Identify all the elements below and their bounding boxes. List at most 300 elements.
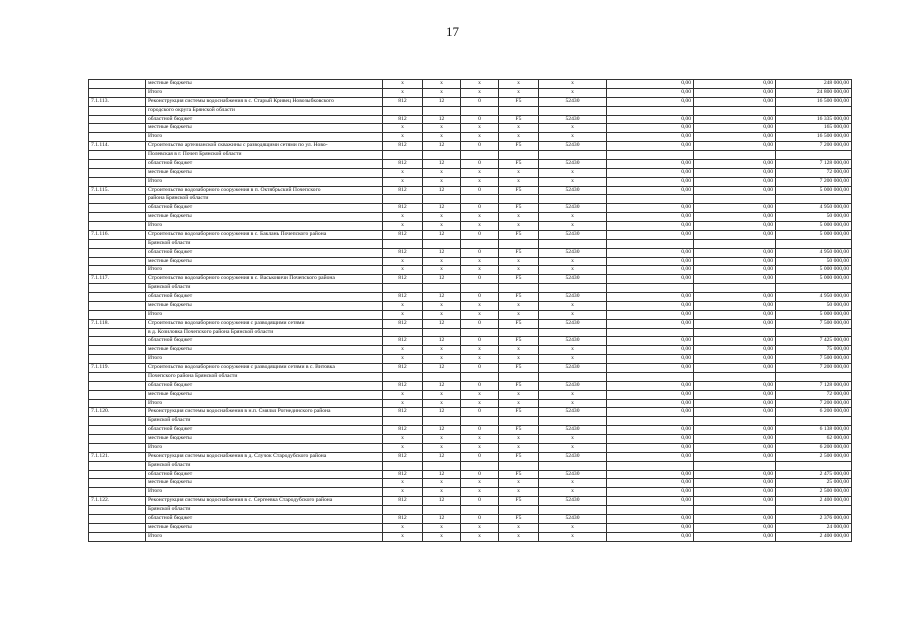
item-name-cell: Итого — [146, 133, 383, 142]
amount-year-1-cell — [607, 417, 694, 426]
amount-year-2-cell: 0,00 — [694, 408, 776, 417]
subsection-code-cell: x — [461, 310, 499, 319]
amount-year-3-cell: 72 000,00 — [776, 168, 852, 177]
amount-year-3-cell: 7 425 000,00 — [776, 337, 852, 346]
expense-type-cell: x — [539, 479, 607, 488]
expense-type-cell: x — [539, 443, 607, 452]
section-code-cell: x — [423, 435, 461, 444]
expense-type-cell: 52430 — [539, 275, 607, 284]
amount-year-1-cell — [607, 461, 694, 470]
table-row — [89, 133, 852, 142]
amount-year-2-cell: 0,00 — [694, 186, 776, 195]
amount-year-3-cell: 6 138 000,00 — [776, 426, 852, 435]
table-row — [89, 159, 852, 168]
section-code-cell: 12 — [423, 142, 461, 151]
amount-year-1-cell: 0,00 — [607, 523, 694, 532]
amount-year-2-cell: 0,00 — [694, 168, 776, 177]
amount-year-2-cell: 0,00 — [694, 266, 776, 275]
item-name-cell: областной бюджет — [146, 381, 383, 390]
amount-year-2-cell: 0,00 — [694, 88, 776, 97]
section-code-cell — [423, 461, 461, 470]
amount-year-1-cell: 0,00 — [607, 222, 694, 231]
subsection-code-cell: 0 — [461, 230, 499, 239]
amount-year-2-cell — [694, 239, 776, 248]
table-row — [89, 80, 852, 89]
grbs-code-cell: x — [383, 532, 423, 541]
item-name-cell: в д. Козиловка Почепского района Брянской области — [146, 328, 383, 337]
item-name-cell: Брянской области — [146, 284, 383, 293]
grbs-code-cell: 812 — [383, 319, 423, 328]
amount-year-3-cell: 7 128 000,00 — [776, 381, 852, 390]
amount-year-3-cell: 5 000 000,00 — [776, 310, 852, 319]
amount-year-1-cell: 0,00 — [607, 364, 694, 373]
amount-year-2-cell — [694, 372, 776, 381]
section-code-cell: 12 — [423, 204, 461, 213]
grbs-code-cell: x — [383, 488, 423, 497]
amount-year-2-cell: 0,00 — [694, 204, 776, 213]
item-name-cell: Строительство водозаборного сооружения с разводящими сетями в с. Витовка — [146, 364, 383, 373]
amount-year-3-cell: 50 000,00 — [776, 257, 852, 266]
subsection-code-cell: 0 — [461, 97, 499, 106]
amount-year-3-cell: 5 000 000,00 — [776, 186, 852, 195]
item-name-cell: Реконструкция системы водоснабжения в с. Сергеевка Стародубского района — [146, 497, 383, 506]
grbs-code-cell — [383, 195, 423, 204]
subsection-code-cell: x — [461, 346, 499, 355]
item-name-cell: местные бюджеты — [146, 168, 383, 177]
amount-year-2-cell: 0,00 — [694, 230, 776, 239]
amount-year-2-cell: 0,00 — [694, 319, 776, 328]
amount-year-1-cell: 0,00 — [607, 177, 694, 186]
grbs-code-cell: x — [383, 124, 423, 133]
amount-year-3-cell: 50 000,00 — [776, 213, 852, 222]
expense-type-cell: x — [539, 88, 607, 97]
amount-year-2-cell: 0,00 — [694, 293, 776, 302]
target-article-cell: F5 — [499, 319, 539, 328]
item-name-cell: областной бюджет — [146, 337, 383, 346]
table-row — [89, 523, 852, 532]
target-article-cell: x — [499, 222, 539, 231]
target-article-cell: x — [499, 133, 539, 142]
target-article-cell: F5 — [499, 159, 539, 168]
item-name-cell: района Брянской области — [146, 195, 383, 204]
expense-type-cell — [539, 461, 607, 470]
amount-year-3-cell: 2 400 000,00 — [776, 532, 852, 541]
grbs-code-cell: 812 — [383, 293, 423, 302]
subsection-code-cell: 0 — [461, 408, 499, 417]
row-number-cell — [89, 80, 146, 89]
section-code-cell: 12 — [423, 337, 461, 346]
table-row — [89, 186, 852, 195]
amount-year-3-cell — [776, 106, 852, 115]
amount-year-1-cell: 0,00 — [607, 257, 694, 266]
table-row — [89, 97, 852, 106]
subsection-code-cell: x — [461, 88, 499, 97]
amount-year-3-cell: 5 000 000,00 — [776, 275, 852, 284]
grbs-code-cell — [383, 106, 423, 115]
target-article-cell — [499, 417, 539, 426]
amount-year-3-cell: 2 475 000,00 — [776, 470, 852, 479]
item-name-cell: местные бюджеты — [146, 479, 383, 488]
target-article-cell: F5 — [499, 514, 539, 523]
item-name-cell: областной бюджет — [146, 159, 383, 168]
table-row — [89, 355, 852, 364]
amount-year-2-cell — [694, 195, 776, 204]
row-number-cell — [89, 381, 146, 390]
table-row — [89, 514, 852, 523]
item-name-cell: Реконструкция системы водоснабжения в д. Случок Стародубского района — [146, 452, 383, 461]
amount-year-2-cell: 0,00 — [694, 443, 776, 452]
item-name-cell: Полевская в г. Почеп Брянской области — [146, 151, 383, 160]
subsection-code-cell: 0 — [461, 497, 499, 506]
amount-year-1-cell: 0,00 — [607, 470, 694, 479]
amount-year-1-cell — [607, 151, 694, 160]
subsection-code-cell: x — [461, 301, 499, 310]
subsection-code-cell: 0 — [461, 204, 499, 213]
subsection-code-cell: x — [461, 257, 499, 266]
section-code-cell: 12 — [423, 408, 461, 417]
expense-type-cell: 52430 — [539, 230, 607, 239]
amount-year-3-cell: 2 376 000,00 — [776, 514, 852, 523]
amount-year-3-cell: 6 200 000,00 — [776, 443, 852, 452]
grbs-code-cell — [383, 239, 423, 248]
grbs-code-cell: x — [383, 435, 423, 444]
section-code-cell: x — [423, 266, 461, 275]
table-row — [89, 248, 852, 257]
subsection-code-cell: 0 — [461, 159, 499, 168]
amount-year-1-cell — [607, 284, 694, 293]
row-number-cell — [89, 204, 146, 213]
section-code-cell: x — [423, 346, 461, 355]
grbs-code-cell: 812 — [383, 97, 423, 106]
amount-year-1-cell: 0,00 — [607, 319, 694, 328]
expense-type-cell — [539, 284, 607, 293]
target-article-cell: x — [499, 301, 539, 310]
section-code-cell — [423, 328, 461, 337]
table-row — [89, 390, 852, 399]
expense-type-cell: x — [539, 310, 607, 319]
amount-year-3-cell: 4 950 000,00 — [776, 248, 852, 257]
target-article-cell — [499, 328, 539, 337]
section-code-cell: 12 — [423, 159, 461, 168]
grbs-code-cell: x — [383, 88, 423, 97]
amount-year-1-cell: 0,00 — [607, 266, 694, 275]
amount-year-2-cell: 0,00 — [694, 142, 776, 151]
subsection-code-cell: x — [461, 479, 499, 488]
table-row — [89, 213, 852, 222]
row-number-cell — [89, 372, 146, 381]
row-number-cell — [89, 239, 146, 248]
grbs-code-cell: 812 — [383, 275, 423, 284]
expense-type-cell: 52430 — [539, 204, 607, 213]
row-number-cell — [89, 257, 146, 266]
section-code-cell: x — [423, 523, 461, 532]
expense-type-cell: 52430 — [539, 186, 607, 195]
expense-type-cell: x — [539, 168, 607, 177]
subsection-code-cell: x — [461, 355, 499, 364]
expense-type-cell: x — [539, 222, 607, 231]
amount-year-2-cell: 0,00 — [694, 222, 776, 231]
amount-year-1-cell — [607, 195, 694, 204]
target-article-cell: F5 — [499, 381, 539, 390]
item-name-cell: Реконструкция системы водоснабжения в н.п. Смяльч Рогнединского района — [146, 408, 383, 417]
expense-type-cell: 52430 — [539, 514, 607, 523]
expense-type-cell: x — [539, 213, 607, 222]
amount-year-1-cell: 0,00 — [607, 168, 694, 177]
subsection-code-cell: x — [461, 222, 499, 231]
section-code-cell: 12 — [423, 514, 461, 523]
subsection-code-cell: x — [461, 124, 499, 133]
table-row — [89, 106, 852, 115]
grbs-code-cell: x — [383, 133, 423, 142]
table-row — [89, 532, 852, 541]
table-row — [89, 115, 852, 124]
subsection-code-cell: x — [461, 532, 499, 541]
expense-type-cell: x — [539, 532, 607, 541]
grbs-code-cell: 812 — [383, 381, 423, 390]
amount-year-3-cell: 2 500 000,00 — [776, 452, 852, 461]
section-code-cell: 12 — [423, 293, 461, 302]
amount-year-2-cell: 0,00 — [694, 275, 776, 284]
table-row — [89, 381, 852, 390]
amount-year-2-cell — [694, 106, 776, 115]
subsection-code-cell — [461, 284, 499, 293]
amount-year-1-cell: 0,00 — [607, 230, 694, 239]
grbs-code-cell: 812 — [383, 514, 423, 523]
subsection-code-cell: x — [461, 390, 499, 399]
grbs-code-cell: x — [383, 177, 423, 186]
amount-year-2-cell: 0,00 — [694, 435, 776, 444]
row-number-cell — [89, 337, 146, 346]
amount-year-1-cell: 0,00 — [607, 426, 694, 435]
expense-type-cell: x — [539, 133, 607, 142]
target-article-cell: F5 — [499, 408, 539, 417]
grbs-code-cell — [383, 417, 423, 426]
row-number-cell — [89, 177, 146, 186]
section-code-cell: x — [423, 257, 461, 266]
amount-year-1-cell: 0,00 — [607, 355, 694, 364]
amount-year-2-cell: 0,00 — [694, 381, 776, 390]
amount-year-3-cell: 16 335 000,00 — [776, 115, 852, 124]
amount-year-3-cell: 6 200 000,00 — [776, 408, 852, 417]
item-name-cell: Итого — [146, 310, 383, 319]
target-article-cell: x — [499, 435, 539, 444]
grbs-code-cell: 812 — [383, 452, 423, 461]
section-code-cell: x — [423, 168, 461, 177]
amount-year-3-cell: 16 500 000,00 — [776, 133, 852, 142]
table-row — [89, 372, 852, 381]
grbs-code-cell: 812 — [383, 186, 423, 195]
subsection-code-cell: x — [461, 266, 499, 275]
target-article-cell: x — [499, 80, 539, 89]
row-number-cell — [89, 506, 146, 515]
amount-year-3-cell: 24 800 000,00 — [776, 88, 852, 97]
expense-type-cell — [539, 195, 607, 204]
subsection-code-cell: 0 — [461, 275, 499, 284]
amount-year-1-cell: 0,00 — [607, 124, 694, 133]
amount-year-1-cell: 0,00 — [607, 479, 694, 488]
amount-year-3-cell — [776, 461, 852, 470]
expense-type-cell: x — [539, 257, 607, 266]
subsection-code-cell: 0 — [461, 470, 499, 479]
subsection-code-cell: 0 — [461, 293, 499, 302]
table-row — [89, 230, 852, 239]
section-code-cell: 12 — [423, 248, 461, 257]
section-code-cell — [423, 417, 461, 426]
amount-year-1-cell — [607, 106, 694, 115]
subsection-code-cell — [461, 106, 499, 115]
amount-year-1-cell: 0,00 — [607, 80, 694, 89]
amount-year-3-cell: 24 000,00 — [776, 523, 852, 532]
grbs-code-cell: x — [383, 523, 423, 532]
subsection-code-cell: 0 — [461, 452, 499, 461]
table-row — [89, 168, 852, 177]
expense-type-cell: x — [539, 301, 607, 310]
target-article-cell: x — [499, 257, 539, 266]
section-code-cell — [423, 506, 461, 515]
row-number-cell — [89, 399, 146, 408]
grbs-code-cell: 812 — [383, 337, 423, 346]
expense-type-cell — [539, 372, 607, 381]
item-name-cell: городского округа Брянской области — [146, 106, 383, 115]
amount-year-1-cell: 0,00 — [607, 443, 694, 452]
target-article-cell: x — [499, 355, 539, 364]
target-article-cell: x — [499, 266, 539, 275]
section-code-cell — [423, 151, 461, 160]
subsection-code-cell: x — [461, 133, 499, 142]
table-row — [89, 177, 852, 186]
amount-year-2-cell — [694, 328, 776, 337]
table-row — [89, 408, 852, 417]
grbs-code-cell: 812 — [383, 426, 423, 435]
grbs-code-cell: 812 — [383, 142, 423, 151]
grbs-code-cell: x — [383, 168, 423, 177]
amount-year-2-cell: 0,00 — [694, 337, 776, 346]
subsection-code-cell: x — [461, 177, 499, 186]
amount-year-2-cell: 0,00 — [694, 310, 776, 319]
amount-year-1-cell: 0,00 — [607, 159, 694, 168]
table-row — [89, 88, 852, 97]
grbs-code-cell: x — [383, 355, 423, 364]
amount-year-1-cell: 0,00 — [607, 204, 694, 213]
amount-year-2-cell: 0,00 — [694, 426, 776, 435]
expense-type-cell: x — [539, 346, 607, 355]
row-number-cell — [89, 426, 146, 435]
row-number-cell — [89, 266, 146, 275]
amount-year-3-cell — [776, 284, 852, 293]
row-number-cell: 7.1.119. — [89, 364, 146, 373]
target-article-cell: F5 — [499, 337, 539, 346]
subsection-code-cell: x — [461, 488, 499, 497]
row-number-cell — [89, 301, 146, 310]
amount-year-1-cell: 0,00 — [607, 186, 694, 195]
grbs-code-cell: x — [383, 399, 423, 408]
row-number-cell: 7.1.121. — [89, 452, 146, 461]
target-article-cell: F5 — [499, 293, 539, 302]
amount-year-2-cell: 0,00 — [694, 124, 776, 133]
expense-type-cell — [539, 239, 607, 248]
page-number: 17 — [446, 24, 459, 39]
item-name-cell: местные бюджеты — [146, 523, 383, 532]
subsection-code-cell: 0 — [461, 364, 499, 373]
amount-year-1-cell: 0,00 — [607, 399, 694, 408]
target-article-cell: x — [499, 124, 539, 133]
item-name-cell: областной бюджет — [146, 514, 383, 523]
target-article-cell: x — [499, 479, 539, 488]
subsection-code-cell — [461, 461, 499, 470]
table-row — [89, 488, 852, 497]
amount-year-1-cell: 0,00 — [607, 142, 694, 151]
subsection-code-cell — [461, 328, 499, 337]
amount-year-3-cell: 62 000,00 — [776, 435, 852, 444]
section-code-cell: 12 — [423, 426, 461, 435]
target-article-cell: F5 — [499, 364, 539, 373]
section-code-cell: x — [423, 88, 461, 97]
grbs-code-cell: x — [383, 390, 423, 399]
item-name-cell: Итого — [146, 177, 383, 186]
expense-type-cell: x — [539, 390, 607, 399]
amount-year-1-cell: 0,00 — [607, 97, 694, 106]
amount-year-3-cell: 7 500 000,00 — [776, 355, 852, 364]
budget-table — [88, 79, 852, 542]
amount-year-2-cell: 0,00 — [694, 523, 776, 532]
row-number-cell — [89, 222, 146, 231]
subsection-code-cell: 0 — [461, 337, 499, 346]
target-article-cell — [499, 284, 539, 293]
row-number-cell — [89, 293, 146, 302]
item-name-cell: областной бюджет — [146, 293, 383, 302]
target-article-cell: F5 — [499, 452, 539, 461]
table-row — [89, 328, 852, 337]
amount-year-1-cell: 0,00 — [607, 346, 694, 355]
grbs-code-cell: x — [383, 479, 423, 488]
amount-year-1-cell — [607, 328, 694, 337]
section-code-cell: 12 — [423, 497, 461, 506]
item-name-cell: местные бюджеты — [146, 80, 383, 89]
target-article-cell: x — [499, 213, 539, 222]
amount-year-3-cell: 5 000 000,00 — [776, 266, 852, 275]
section-code-cell: x — [423, 177, 461, 186]
item-name-cell: областной бюджет — [146, 115, 383, 124]
amount-year-2-cell: 0,00 — [694, 80, 776, 89]
target-article-cell: F5 — [499, 115, 539, 124]
grbs-code-cell: x — [383, 346, 423, 355]
expense-type-cell: 52430 — [539, 115, 607, 124]
item-name-cell: областной бюджет — [146, 470, 383, 479]
amount-year-2-cell: 0,00 — [694, 479, 776, 488]
amount-year-3-cell: 248 000,00 — [776, 80, 852, 89]
expense-type-cell: x — [539, 523, 607, 532]
item-name-cell: областной бюджет — [146, 204, 383, 213]
item-name-cell: Итого — [146, 532, 383, 541]
amount-year-3-cell: 25 000,00 — [776, 479, 852, 488]
amount-year-3-cell: 72 000,00 — [776, 390, 852, 399]
section-code-cell: 12 — [423, 97, 461, 106]
row-number-cell: 7.1.115. — [89, 186, 146, 195]
amount-year-1-cell: 0,00 — [607, 532, 694, 541]
table-row — [89, 124, 852, 133]
expense-type-cell — [539, 417, 607, 426]
expense-type-cell: 52430 — [539, 426, 607, 435]
amount-year-1-cell: 0,00 — [607, 310, 694, 319]
expense-type-cell — [539, 106, 607, 115]
item-name-cell: Брянской области — [146, 461, 383, 470]
section-code-cell — [423, 195, 461, 204]
row-number-cell — [89, 106, 146, 115]
subsection-code-cell — [461, 151, 499, 160]
target-article-cell: x — [499, 532, 539, 541]
section-code-cell: x — [423, 213, 461, 222]
subsection-code-cell: 0 — [461, 186, 499, 195]
